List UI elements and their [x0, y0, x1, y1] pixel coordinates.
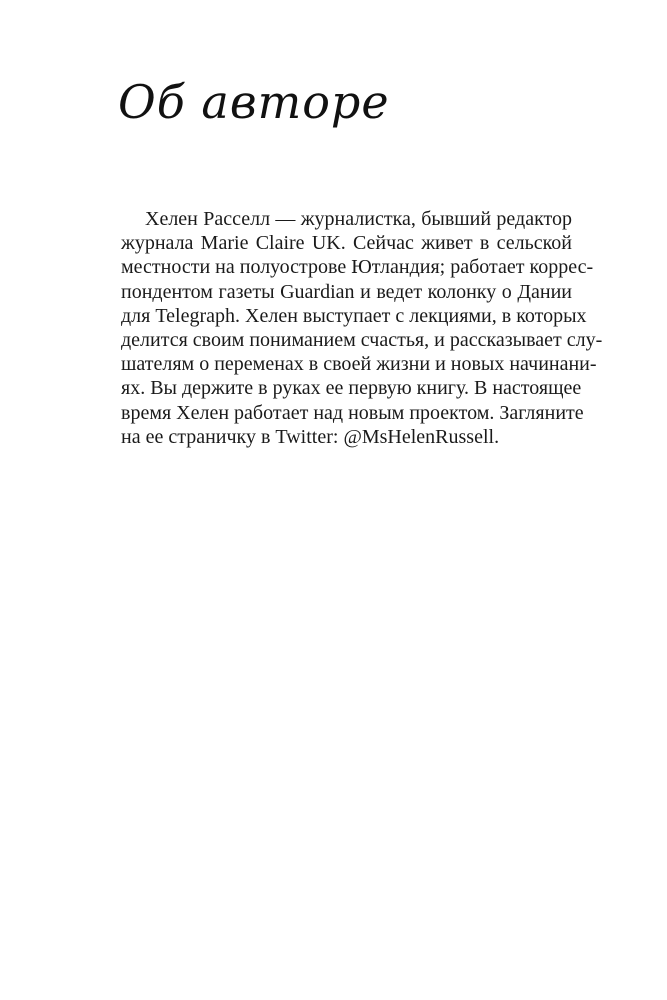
paragraph-line: Хелен Расселл — журналистка, бывший редактор — [145, 208, 572, 230]
paragraph-line: ях. Вы держите в руках ее первую книгу. В настоящее — [121, 377, 582, 400]
paragraph-line: на ее страничку в Twitter: @MsHelenRussell. — [121, 425, 500, 448]
page-title: Об авторе — [118, 75, 390, 129]
paragraph-line: делится своим пониманием счастья, и рассказывает слу- — [121, 328, 603, 351]
paragraph-line: местности на полуострове Ютландия; работает коррес- — [121, 256, 594, 279]
paragraph-line: для Telegraph. Хелен выступает с лекциями, в которых — [121, 304, 587, 327]
paragraph-line: пондентом газеты Guardian и ведет колонку о Дании — [121, 280, 572, 303]
author-bio-paragraph — [121, 207, 603, 449]
paragraph-line: шателям о переменах в своей жизни и новых начинани- — [121, 353, 597, 376]
paragraph-line: журнала Marie Claire UK. Сейчас живет в сельской — [121, 232, 572, 255]
paragraph-line: время Хелен работает над новым проектом. Загляните — [121, 401, 584, 424]
